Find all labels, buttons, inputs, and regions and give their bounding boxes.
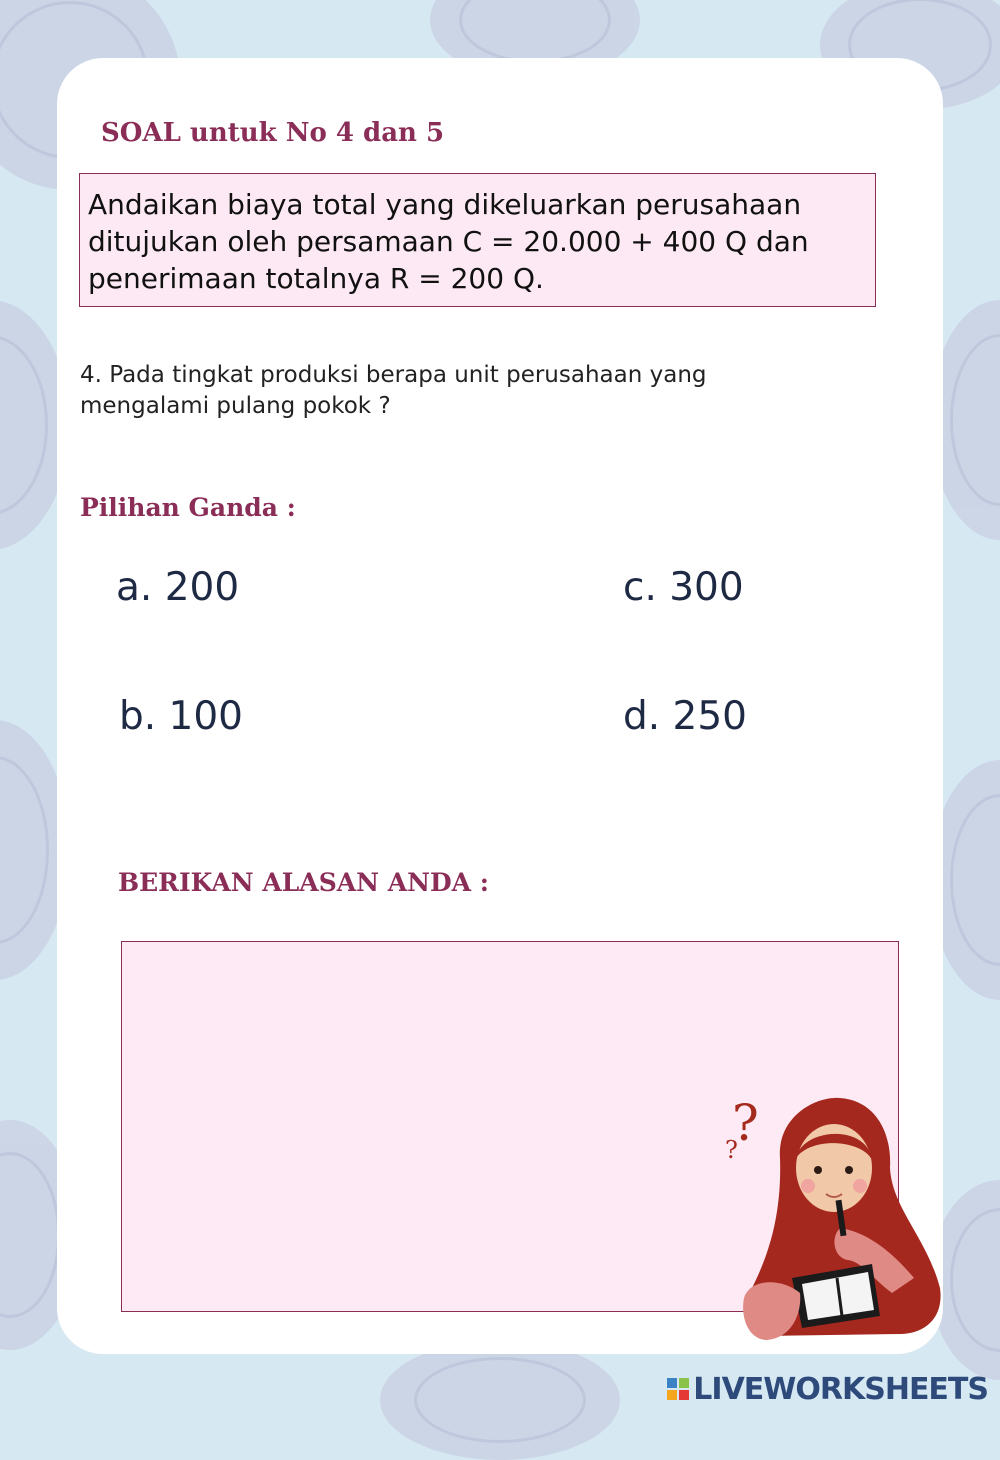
problem-line: Andaikan biaya total yang dikeluarkan perusahaan bbox=[88, 188, 802, 221]
problem-line: penerimaan totalnya R = 200 Q. bbox=[88, 262, 544, 295]
choice-a[interactable]: a. 200 bbox=[116, 565, 240, 610]
girl-reading-question-icon bbox=[722, 1088, 947, 1350]
question-line: mengalami pulang pokok ? bbox=[80, 393, 391, 419]
question-mark-icon: ? bbox=[725, 1136, 738, 1164]
choice-d[interactable]: d. 250 bbox=[623, 694, 747, 739]
brand-name: LIVEWORKSHEETS bbox=[693, 1371, 988, 1407]
choice-c[interactable]: c. 300 bbox=[623, 565, 744, 610]
choice-b[interactable]: b. 100 bbox=[119, 694, 243, 739]
liveworksheets-logo-icon bbox=[667, 1378, 689, 1400]
multiple-choice-heading: Pilihan Ganda : bbox=[80, 493, 296, 522]
background-seal-decoration bbox=[380, 1340, 620, 1460]
question-text bbox=[80, 360, 840, 422]
problem-statement-box bbox=[79, 173, 876, 307]
page-title: SOAL untuk No 4 dan 5 bbox=[101, 118, 445, 148]
problem-line: ditujukan oleh persamaan C = 20.000 + 400 Q dan bbox=[88, 225, 809, 258]
question-line: 4. Pada tingkat produksi berapa unit perusahaan yang bbox=[80, 362, 707, 388]
question-mark-icon: ? bbox=[732, 1094, 759, 1152]
reason-heading: BERIKAN ALASAN ANDA : bbox=[118, 868, 489, 897]
footer-brand bbox=[667, 1371, 988, 1407]
